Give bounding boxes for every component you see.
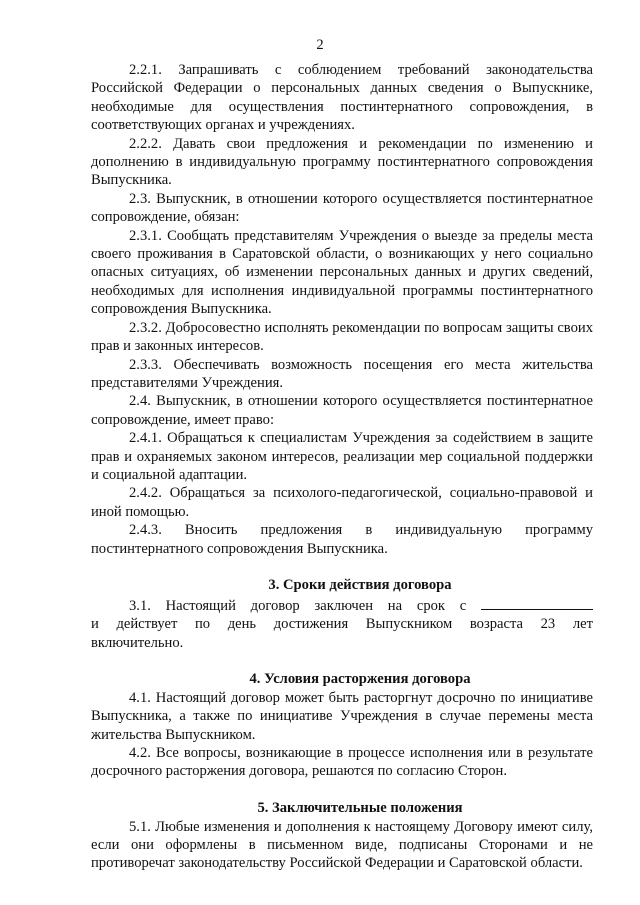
paragraph-2-4-3: 2.4.3. Вносить предложения в индивидуальную программу постинтернатного сопровождения Выпускника. (91, 522, 593, 557)
paragraph-2-3-3: 2.3.3. Обеспечивать возможность посещения его места жительства представителями Учреждения. (91, 356, 593, 391)
paragraph-2-2-2: 2.2.2. Давать свои предложения и рекомендации по изменению и дополнению в индивидуальную программу постинтернатного сопровождения Выпускника. (91, 135, 593, 189)
paragraph-2-4: 2.4. Выпускник, в отношении которого осуществляется постинтернатное сопровождение, имеет право: (91, 393, 593, 428)
paragraph-2-3-2: 2.3.2. Добросовестно исполнять рекомендации по вопросам защиты своих прав и законных интересов. (91, 319, 593, 355)
spacer (91, 781, 593, 799)
spacer (91, 652, 593, 670)
paragraph-4-1: 4.1. Настоящий договор может быть расторгнут досрочно по инициативе Выпускника, а также по инициативе Учреждения в случае перемены места жительства Выпускником. (91, 689, 593, 743)
section-3-heading: 3. Сроки действия договора (268, 577, 452, 594)
paragraph-3-1-line (91, 595, 593, 615)
paragraph-2-2-1: 2.2.1. Запрашивать с соблюдением требований законодательства Российской Федерации о персональных данных сведения о Выпускнике, необходимые для осуществления постинтернатного сопровождения, в соответствующих органах и учреждениях. (91, 62, 593, 134)
paragraph-2-4-1: 2.4.1. Обращаться к специалистам Учреждения за содействием в защите прав и охраняемых законом интересов, реализации мер социальной поддержки и социальной адаптации. (91, 430, 593, 483)
paragraph-3-1-text: 3.1. Настоящий договор заключен на срок с (129, 597, 467, 614)
section-5-heading: 5. Заключительные положения (257, 800, 463, 817)
paragraph-2-3: 2.3. Выпускник, в отношении которого осуществляется постинтернатное сопровождение, обязан: (91, 190, 593, 226)
document-body (91, 61, 593, 873)
date-blank-field (481, 595, 593, 610)
spacer (91, 558, 593, 576)
paragraph-3-1-continuation: и действует по день достижения Выпускником возраста 23 лет (91, 616, 593, 633)
paragraph-5-1: 5.1. Любые изменения и дополнения к настоящему Договору имеют силу, если они оформлены в письменном виде, подписаны Сторонами и не противоречат законодательству Российской Федерации и Саратовской области. (91, 818, 593, 872)
paragraph-3-1-end: включительно. (91, 634, 184, 651)
page-number: 2 (316, 37, 324, 53)
paragraph-2-4-2: 2.4.2. Обращаться за психолого-педагогической, социально-правовой и иной помощью. (91, 485, 593, 520)
paragraph-2-3-1: 2.3.1. Сообщать представителям Учреждения о выезде за пределы места своего проживания в Саратовской области, о возникающих у него социально опасных ситуациях, об изменении персональных данных и других сведений, необходимых для исполнения индивидуальной программы постинтернатного сопровождения Выпускника. (91, 227, 593, 318)
section-4-heading: 4. Условия расторжения договора (249, 671, 471, 688)
paragraph-4-2: 4.2. Все вопросы, возникающие в процессе исполнения или в результате досрочного расторжения договора, решаются по согласию Сторон. (91, 745, 593, 780)
